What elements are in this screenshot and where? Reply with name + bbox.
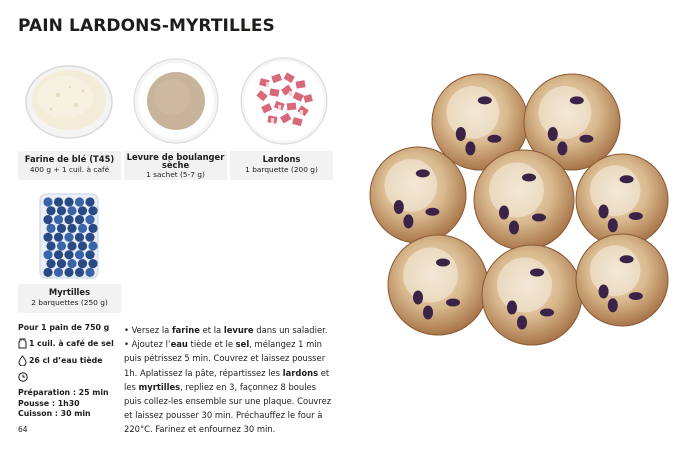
step-text: • Versez la bbox=[124, 325, 172, 335]
ingredient-qty: 400 g + 1 cuil. à café bbox=[29, 165, 110, 174]
step-keyword: eau bbox=[170, 339, 188, 350]
lardons-plate-image bbox=[230, 47, 333, 151]
step-keyword: levure bbox=[223, 325, 254, 335]
page-number: 64 bbox=[18, 425, 28, 434]
bread-photo bbox=[360, 60, 680, 380]
ingredient-card-levure bbox=[124, 47, 227, 180]
salt-shaker-icon bbox=[18, 338, 27, 349]
step-text: , mélangez 1 min puis pétrissez 5 min. Couvrez et laissez pousser 1h. Aplatissez la pâte, répartissez les bbox=[124, 339, 326, 378]
step-keyword: farine bbox=[171, 325, 200, 335]
yeast-bowl-image bbox=[124, 47, 227, 151]
salt-row bbox=[18, 338, 114, 349]
times-block bbox=[18, 388, 114, 420]
ingredient-card-farine bbox=[18, 47, 121, 180]
step-1 bbox=[124, 323, 334, 337]
step-text: , repliez en 3, façonnez 8 boules puis collez-les ensemble sur une plaque. Couvrez et laissez pousser 30 min. Préchauffez le four à 220°C. Farinez et enfournez 30 min. bbox=[124, 381, 332, 435]
ingredient-qty: 1 barquette (200 g) bbox=[245, 165, 318, 174]
ingredient-name-line1: Levure de boulanger bbox=[126, 152, 225, 162]
step-keyword: lardons bbox=[282, 367, 319, 378]
ingredient-name: Lardons bbox=[262, 154, 301, 164]
blueberries-punnet-image bbox=[18, 180, 121, 284]
step-text: • Ajoutez l’ bbox=[124, 339, 171, 350]
water-drop-icon bbox=[18, 355, 27, 366]
ingredient-qty: 2 barquettes (250 g) bbox=[31, 298, 108, 307]
step-text: et la bbox=[199, 325, 224, 335]
ingredient-name-line2: sèche bbox=[161, 160, 190, 170]
step-text: dans un saladier. bbox=[253, 325, 328, 335]
ingredient-name: Farine de blé (T45) bbox=[24, 154, 115, 164]
step-text: tiède et le bbox=[187, 339, 236, 350]
cook-time: Cuisson : 30 min bbox=[18, 409, 91, 418]
yield-text: Pour 1 pain de 750 g bbox=[18, 323, 110, 332]
ingredient-card-lardons bbox=[230, 47, 333, 180]
ingredient-card-myrtilles bbox=[18, 180, 121, 313]
clock-row bbox=[18, 372, 114, 382]
step-keyword: sel bbox=[235, 339, 250, 350]
water-text: 26 cl d’eau tiède bbox=[29, 356, 103, 365]
flour-bowl-image bbox=[18, 47, 121, 151]
prep-time: Préparation : 25 min bbox=[18, 388, 109, 397]
water-row bbox=[18, 355, 114, 366]
step-keyword: myrtilles bbox=[138, 381, 181, 392]
step-2 bbox=[124, 337, 334, 436]
recipe-title: PAIN LARDONS-MYRTILLES bbox=[18, 16, 275, 36]
recipe-info bbox=[18, 323, 114, 420]
salt-text: 1 cuil. à café de sel bbox=[29, 339, 114, 348]
rise-time: Pousse : 1h30 bbox=[18, 398, 80, 408]
step-text: et les bbox=[124, 367, 330, 392]
recipe-steps bbox=[124, 323, 334, 437]
clock-icon bbox=[18, 372, 28, 382]
ingredient-name: Myrtilles bbox=[48, 287, 91, 297]
ingredient-qty: 1 sachet (5-7 g) bbox=[146, 170, 205, 179]
